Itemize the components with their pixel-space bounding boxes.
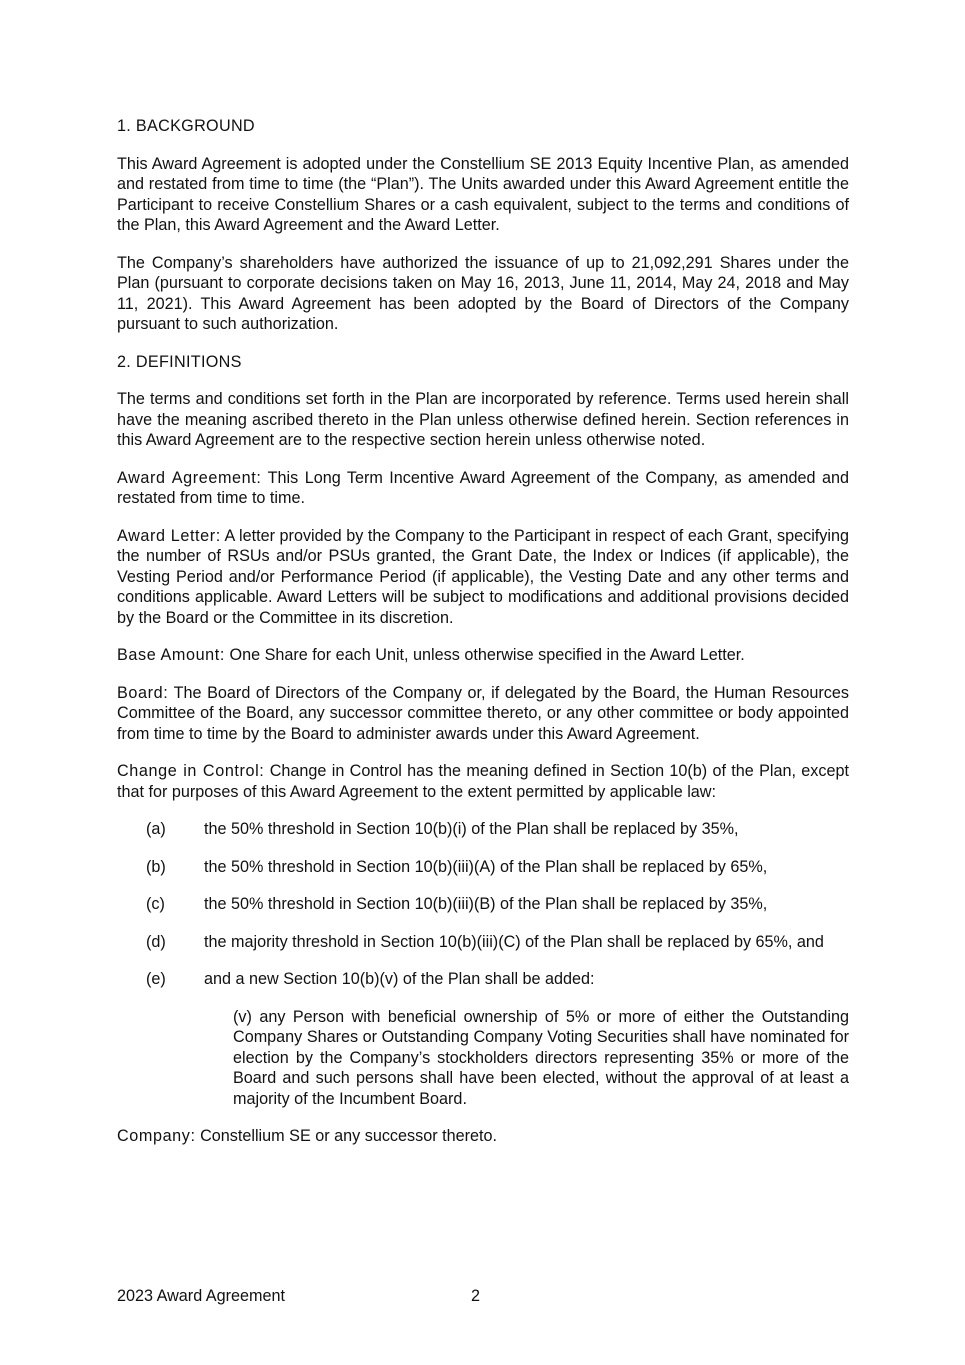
list-item-text: the majority threshold in Section 10(b)(iii)(C) of the Plan shall be replaced by 65%, and (204, 932, 824, 951)
definition-text: A letter provided by the Company to the Participant in respect of each Grant, specifying the number of RSUs and/or PSUs granted, the Grant Date, the Index or Indices (if applicable), the Vesting Period and/or Performance Period (if applicable), the Vesting Date and any other terms and conditions applicable. Award Letters will be subject to modifications and additional provisions decided by the Board or the Committee in its discretion. (117, 526, 850, 627)
definition-term: Award Agreement: (117, 468, 262, 487)
list-item (117, 969, 849, 990)
footer-title: 2023 Award Agreement (117, 1287, 285, 1305)
list-item-label: (d) (146, 932, 166, 951)
definition-term: Change in Control: (117, 762, 265, 780)
section-heading-background: 1. BACKGROUND (117, 117, 255, 135)
definition-award-letter (117, 526, 849, 629)
list-item (117, 857, 849, 878)
list-item-label: (a) (146, 820, 166, 838)
list-item-label: (c) (146, 895, 165, 913)
definition-text: The Board of Directors of the Company or, if delegated by the Board, the Human Resources Committee of the Board, any successor committee thereto, or any other committee or body appointed from time to time by the Board to administer awards under this Award Agreement. (117, 683, 849, 743)
list-item-label: (b) (146, 857, 166, 876)
definition-change-in-control (117, 761, 849, 802)
background-paragraph-1: This Award Agreement is adopted under the Constellium SE 2013 Equity Incentive Plan, as amended and restated from time to time (the “Plan”). The Units awarded under this Award Agreement entitle the Participant to receive Constellium Shares or a cash equivalent, subject to the terms and conditions of the Plan, this Award Agreement and the Award Letter. (117, 154, 849, 234)
list-item-text: the 50% threshold in Section 10(b)(iii)(A) of the Plan shall be replaced by 65%, (204, 857, 768, 876)
change-in-control-quote: (v) any Person with beneficial ownership of 5% or more of either the Outstanding Company Shares or Outstanding Company Voting Securities shall have nominated for election by the Company’s stockholders directors representing 35% or more of the Board and such persons shall have been elected, without the approval of at least a majority of the Incumbent Board. (233, 1007, 849, 1108)
list-item-text: and a new Section 10(b)(v) of the Plan shall be added: (204, 970, 595, 988)
list-item (117, 819, 849, 840)
list-item (117, 894, 849, 915)
list-item-text: the 50% threshold in Section 10(b)(iii)(B) of the Plan shall be replaced by 35%, (204, 895, 768, 913)
list-item-label: (e) (146, 970, 166, 988)
definition-text: Change in Control has the meaning defined in Section 10(b) of the Plan, except that for purposes of this Award Agreement to the extent permitted by applicable law: (117, 762, 849, 801)
definition-term: Base Amount: (117, 646, 225, 664)
page-number: 2 (471, 1287, 481, 1305)
change-in-control-list (117, 819, 849, 990)
definition-term: Award Letter: (117, 526, 221, 545)
definition-base-amount (117, 645, 849, 666)
section-heading-definitions: 2. DEFINITIONS (117, 352, 242, 371)
background-paragraph-2: The Company’s shareholders have authorized the issuance of up to 21,092,291 Shares under the Plan (pursuant to corporate decisions taken on May 16, 2013, June 11, 2014, May 24, 2018 and May 11, 2021). This Award Agreement has been adopted by the Board of Directors of the Company pursuant to such authorization. (117, 253, 849, 333)
list-item (117, 932, 849, 953)
document-body (117, 116, 849, 1164)
definition-term: Company: (117, 1127, 196, 1145)
list-item-text: the 50% threshold in Section 10(b)(i) of the Plan shall be replaced by 35%, (204, 820, 739, 838)
definition-term: Board: (117, 683, 169, 702)
definition-text: Constellium SE or any successor thereto. (200, 1127, 497, 1145)
definition-award-agreement (117, 468, 849, 509)
definition-text: One Share for each Unit, unless otherwise specified in the Award Letter. (229, 646, 745, 664)
definitions-intro: The terms and conditions set forth in the Plan are incorporated by reference. Terms used herein shall have the meaning ascribed thereto in the Plan unless otherwise defined herein. Section references in this Award Agreement are to the respective section herein unless otherwise noted. (117, 390, 849, 449)
definition-text: This Long Term Incentive Award Agreement of the Company, as amended and restated from time to time. (117, 468, 849, 507)
definition-company (117, 1126, 849, 1147)
definition-board (117, 683, 849, 745)
